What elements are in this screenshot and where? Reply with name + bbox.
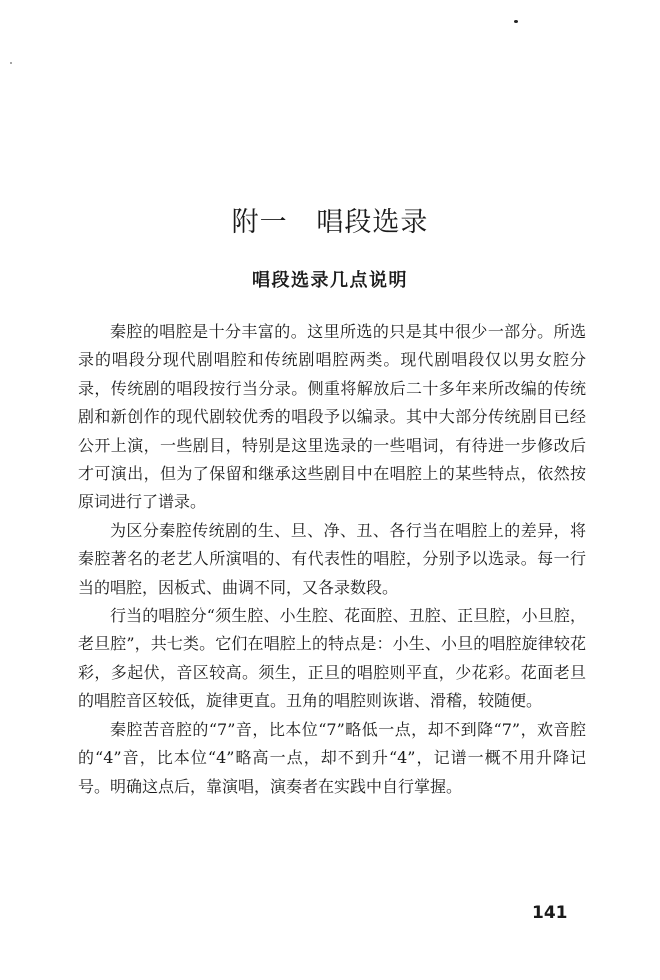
section-title: 唱段选录几点说明: [252, 270, 408, 291]
scan-speck: [514, 20, 518, 23]
body-text: [78, 318, 586, 801]
paragraph: 秦腔苦音腔的“7”音，比本位“7”略低一点，却不到降“7”，欢音腔的“4”音，比本位“4”略高一点，却不到升“4”，记谱一概不用升降记号。明确这点后，靠演唱，演奏者在实践中自行掌握。: [78, 719, 586, 796]
paragraph: 行当的唱腔分“须生腔、小生腔、花面腔、丑腔、正旦腔，小旦腔，老旦腔”，共七类。它们在唱腔上的特点是：小生、小旦的唱腔旋律较花彩，多起伏，音区较高。须生，正旦的唱腔则平直，少花彩。花面老旦的唱腔音区较低，旋律更直。丑角的唱腔则诙谐、滑稽，较随便。: [78, 606, 586, 711]
scan-speck: [10, 62, 12, 64]
paragraph: 秦腔的唱腔是十分丰富的。这里所选的只是其中很少一部分。所选录的唱段分现代剧唱腔和传统剧唱腔两类。现代剧唱段仅以男女腔分录，传统剧的唱段按行当分录。侧重将解放后二十多年来所改编的传统剧和新创作的现代剧较优秀的唱段予以编录。其中大部分传统剧目已经公开上演，一些剧目，特别是这里选录的一些唱词，有待进一步修改后才可演出，但为了保留和继承这些剧目中在唱腔上的某些特点，依然按原词进行了谱录。: [78, 322, 586, 512]
page-number: 141: [532, 903, 568, 923]
chapter-title: 附一 唱段选录: [231, 207, 429, 238]
paragraph: 为区分秦腔传统剧的生、旦、净、丑、各行当在唱腔上的差异，将秦腔著名的老艺人所演唱的、有代表性的唱腔，分别予以选录。每一行当的唱腔，因板式、曲调不同，又各录数段。: [78, 520, 586, 597]
